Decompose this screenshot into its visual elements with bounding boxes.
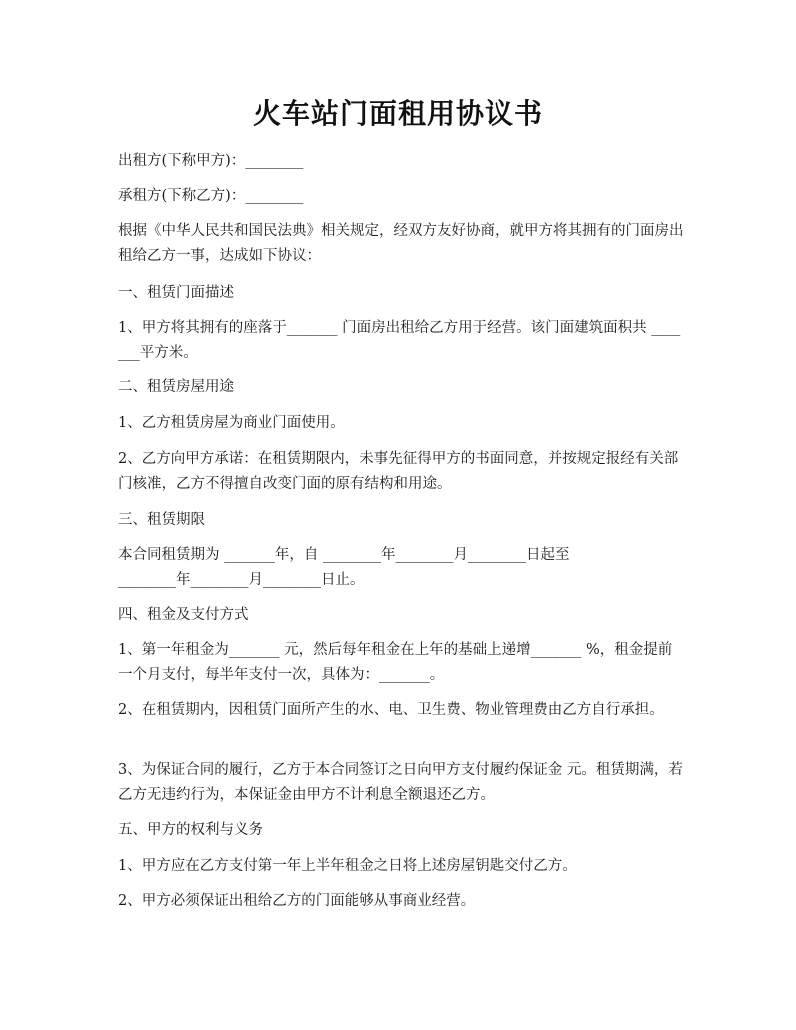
section-5-clause-1: 1、甲方应在乙方支付第一年上半年租金之日将上述房屋钥匙交付乙方。 <box>118 858 577 874</box>
document-title: 火车站门面租用协议书 <box>252 97 543 130</box>
section-4-clause-1: 1、第一年租金为_______ 元，然后每年租金在上年的基础上递增_______ %，租金提前一个月支付，每半年支付一次，具体为：_______。 <box>118 642 673 683</box>
lessee-line: 承租方(下称乙方)：________ <box>118 188 304 204</box>
intro-paragraph: 根据《中华人民共和国民法典》相关规定，经双方友好协商，就甲方将其拥有的门面房出租给乙方一事，达成如下协议： <box>118 223 684 264</box>
lessor-line: 出租方(下称甲方)：________ <box>118 153 304 169</box>
section-5-heading: 五、甲方的权利与义务 <box>118 822 263 838</box>
section-2-heading: 二、租赁房屋用途 <box>118 379 234 395</box>
section-4-heading: 四、租金及支付方式 <box>118 607 249 623</box>
section-1-clause-1: 1、甲方将其拥有的座落于_______ 门面房出租给乙方用于经营。该门面建筑面积共 _______平方米。 <box>118 320 681 361</box>
section-4-clause-2: 2、在租赁期内，因租赁门面所产生的水、电、卫生费、物业管理费由乙方自行承担。 <box>118 702 664 718</box>
section-2-clause-2: 2、乙方向甲方承诺：在租赁期限内，未事先征得甲方的书面同意，并按规定报经有关部门核准，乙方不得擅自改变门面的原有结构和用途。 <box>118 451 679 492</box>
section-1-heading: 一、租赁门面描述 <box>118 285 234 301</box>
section-3-heading: 三、租赁期限 <box>118 512 205 528</box>
section-5-clause-2: 2、甲方必须保证出租给乙方的门面能够从事商业经营。 <box>118 893 476 909</box>
section-4-clause-3: 3、为保证合同的履行，乙方于本合同签订之日向甲方支付履约保证金 元。租赁期满，若乙方无违约行为，本保证金由甲方不计利息全额退还乙方。 <box>118 762 683 803</box>
section-2-clause-1: 1、乙方租赁房屋为商业门面使用。 <box>118 415 345 431</box>
section-3-clause-line-1: 本合同租赁期为 _______年，自 ________年________月________日起至 <box>118 547 570 563</box>
section-3-clause-line-2: ________年________月________日止。 <box>118 572 365 588</box>
